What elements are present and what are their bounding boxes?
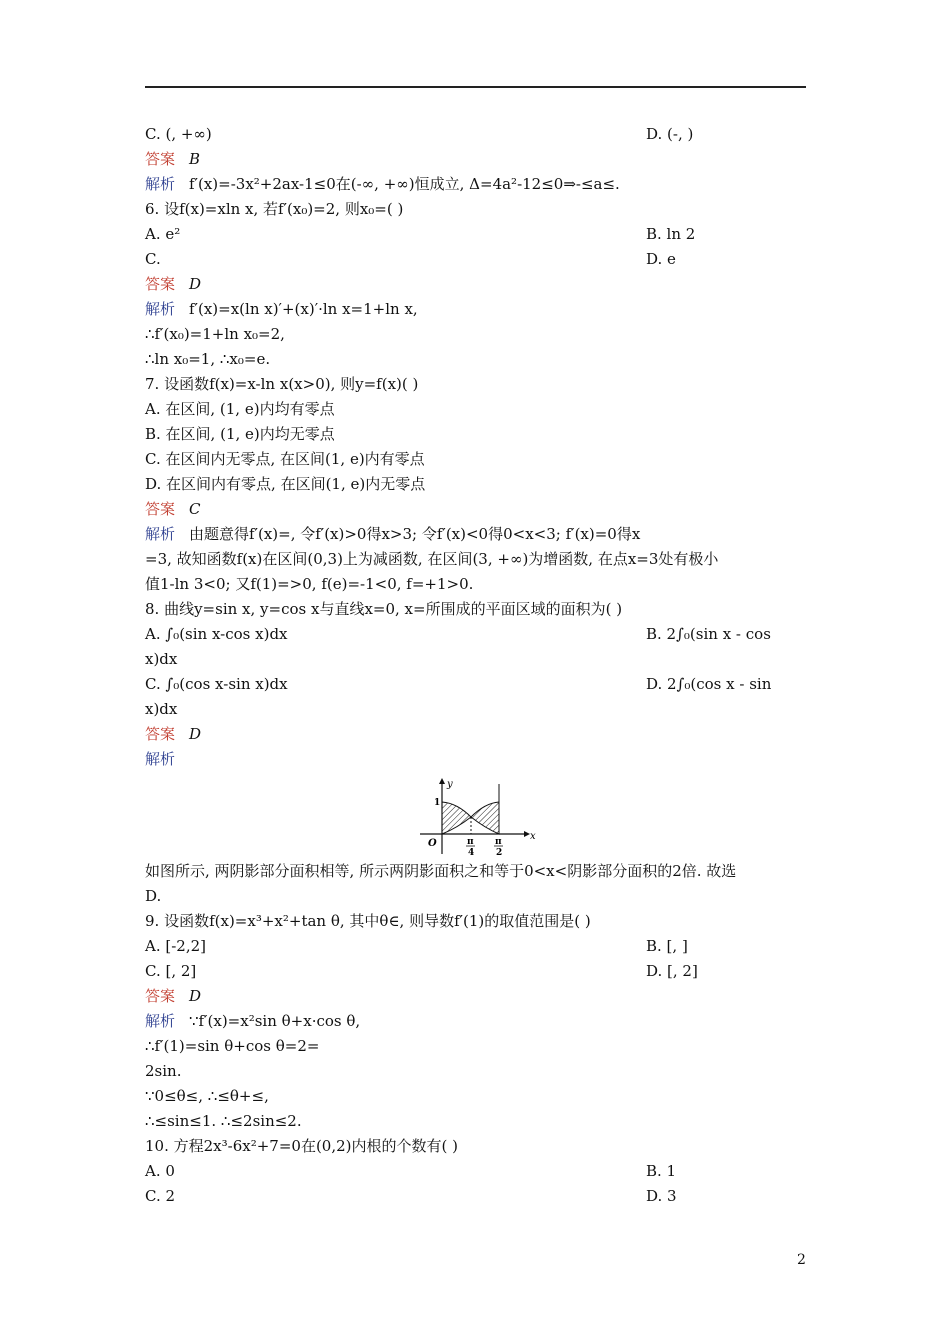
text-content: D [189, 987, 202, 1005]
text-line [145, 911, 591, 931]
option-line [646, 124, 693, 144]
option-content: D. 2∫₀(cos x - sin [646, 675, 772, 693]
text-line [145, 1111, 302, 1131]
text-line [145, 1011, 360, 1031]
text-line [145, 399, 335, 419]
text-line [145, 374, 418, 394]
text-line [145, 524, 640, 544]
text-content: 9. 设函数f(x)=x³+x²+tan θ, 其中θ∈, 则导数f′(1)的取值范围是( ) [145, 912, 591, 930]
text-line [145, 124, 212, 144]
text-line [145, 224, 180, 244]
text-content: 6. 设f(x)=xln x, 若f′(x₀)=2, 则x₀=( ) [145, 200, 404, 218]
origin-label: O [428, 838, 437, 849]
text-content: B [189, 150, 201, 168]
option-content: D. e [646, 250, 676, 268]
text-line [145, 474, 425, 494]
text-line [145, 324, 285, 344]
option-line [646, 961, 698, 981]
page-number: 2 [797, 1252, 806, 1268]
text-line [145, 174, 620, 194]
text-content: =3, 故知函数f(x)在区间(0,3)上为减函数, 在区间(3, +∞)为增函数, 在点x=3处有极小 [145, 550, 719, 568]
answer-label: 答案 [145, 275, 176, 293]
answer-label: 答案 [145, 987, 176, 1005]
text-line [145, 424, 335, 444]
text-line [145, 674, 288, 694]
text-line [145, 1161, 175, 1181]
option-content: B. [, ] [646, 937, 688, 955]
pi4-den: 4 [468, 848, 475, 858]
text-line [145, 1136, 458, 1156]
pi2-den: 2 [496, 848, 503, 858]
text-content: x)dx [145, 650, 178, 668]
text-content: ∴f′(1)=sin θ+cos θ=2= [145, 1037, 320, 1055]
text-content: C [189, 500, 201, 518]
analysis-label: 解析 [145, 525, 176, 543]
option-content: B. 1 [646, 1162, 677, 1180]
y-arrow [439, 778, 445, 784]
shaded-right [471, 802, 499, 834]
text-line [145, 961, 196, 981]
option-line [646, 224, 695, 244]
text-content: D [189, 725, 202, 743]
text-content: f′(x)=-3x²+2ax-1≤0在(-∞, +∞)恒成立, Δ=4a²-12≤0⇒-≤a≤. [189, 175, 620, 193]
text-content: ∴f′(x₀)=1+ln x₀=2, [145, 325, 285, 343]
one-label: 1 [434, 798, 441, 808]
option-content: B. ln 2 [646, 225, 696, 243]
text-content: ∴ln x₀=1, ∴x₀=e. [145, 350, 271, 368]
option-line [646, 1186, 677, 1206]
option-content: D. (-, ) [646, 125, 694, 143]
option-line [646, 674, 771, 694]
text-line [145, 499, 201, 519]
text-line [145, 274, 201, 294]
text-content: A. e² [145, 225, 181, 243]
text-content: C. [145, 250, 161, 268]
analysis-label: 解析 [145, 300, 176, 318]
text-content: f′(x)=x(ln x)′+(x)′·ln x=1+ln x, [189, 300, 418, 318]
text-content: 2sin. [145, 1062, 182, 1080]
answer-label: 答案 [145, 150, 176, 168]
option-line [646, 1161, 676, 1181]
x-label: x [530, 831, 536, 842]
pi4-num: π [467, 837, 474, 847]
text-line [145, 149, 200, 169]
text-content: A. 在区间, (1, e)内均有零点 [145, 400, 335, 418]
text-content: ∵0≤θ≤, ∴≤θ+≤, [145, 1087, 269, 1105]
text-content: D. 在区间内有零点, 在区间(1, e)内无零点 [145, 475, 426, 493]
text-line [145, 649, 177, 669]
shaded-left [442, 802, 471, 834]
text-content: x)dx [145, 700, 178, 718]
text-content: D. [145, 887, 162, 905]
text-content: 8. 曲线y=sin x, y=cos x与直线x=0, x=所围成的平面区域的面积为( ) [145, 600, 623, 618]
text-content: C. [, 2] [145, 962, 197, 980]
option-line [646, 936, 688, 956]
header-rule [145, 86, 806, 88]
option-line [646, 249, 676, 269]
text-line [145, 574, 473, 594]
analysis-label: 解析 [145, 1012, 176, 1030]
sin-cos-area-figure [412, 776, 542, 858]
option-content: B. 2∫₀(sin x - cos [646, 625, 771, 643]
text-content: B. 在区间, (1, e)内均无零点 [145, 425, 335, 443]
text-line [145, 1061, 181, 1081]
text-content: 10. 方程2x³-6x²+7=0在(0,2)内根的个数有( ) [145, 1137, 458, 1155]
text-line [145, 861, 736, 881]
answer-label: 答案 [145, 500, 176, 518]
text-content: ∴≤sin≤1. ∴≤2sin≤2. [145, 1112, 302, 1130]
text-content: C. 2 [145, 1187, 176, 1205]
text-line [145, 986, 201, 1006]
text-line [145, 1186, 175, 1206]
text-content: C. 在区间内无零点, 在区间(1, e)内有零点 [145, 450, 425, 468]
text-line [145, 349, 270, 369]
text-line [145, 624, 288, 644]
text-line [145, 249, 161, 269]
text-content: C. ∫₀(cos x-sin x)dx [145, 675, 288, 693]
analysis-label: 解析 [145, 175, 176, 193]
text-content: A. 0 [145, 1162, 175, 1180]
text-line [145, 199, 403, 219]
y-label: y [447, 779, 453, 790]
option-content: D. 3 [646, 1187, 677, 1205]
text-line [145, 886, 161, 906]
option-line [646, 624, 771, 644]
text-content: 7. 设函数f(x)=x-ln x(x>0), 则y=f(x)( ) [145, 375, 419, 393]
text-content: 如图所示, 两阴影部分面积相等, 所示两阴影面积之和等于0<x<阴影部分面积的2倍. 故选 [145, 862, 737, 880]
text-content: 值1-ln 3<0; 又f(1)=>0, f(e)=-1<0, f=+1>0. [145, 575, 474, 593]
text-line [145, 724, 201, 744]
analysis-label: 解析 [145, 750, 176, 768]
text-line [145, 749, 189, 769]
pi2-num: π [495, 837, 502, 847]
text-content: 由题意得f′(x)=, 令f′(x)>0得x>3; 令f′(x)<0得0<x<3; f′(x)=0得x [189, 525, 641, 543]
text-line [145, 449, 425, 469]
text-content: A. ∫₀(sin x-cos x)dx [145, 625, 288, 643]
text-content: D [189, 275, 202, 293]
text-line [145, 599, 622, 619]
text-line [145, 699, 177, 719]
text-line [145, 936, 206, 956]
text-line [145, 549, 718, 569]
text-line [145, 1036, 319, 1056]
text-content: ∵f′(x)=x²sin θ+x·cos θ, [189, 1012, 361, 1030]
text-line [145, 299, 418, 319]
text-content: A. [-2,2] [145, 937, 206, 955]
text-content: C. (, +∞) [145, 125, 212, 143]
text-line [145, 1086, 269, 1106]
option-content: D. [, 2] [646, 962, 698, 980]
answer-label: 答案 [145, 725, 176, 743]
